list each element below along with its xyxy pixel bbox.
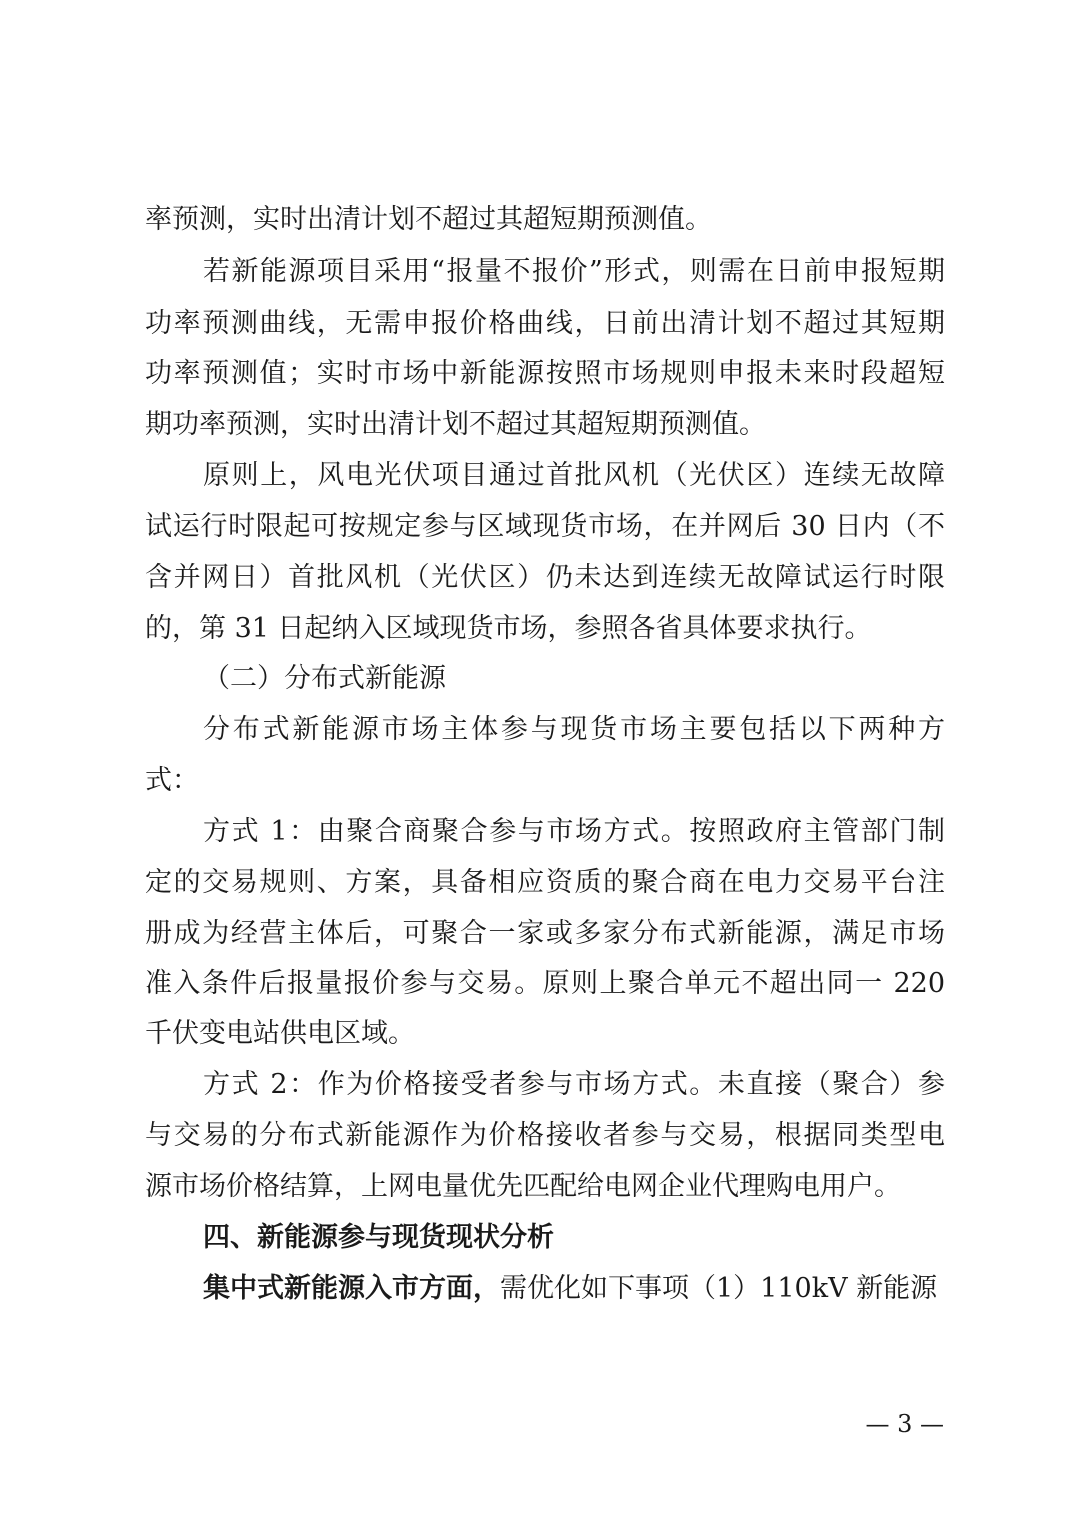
paragraph-line: 式： [145,765,199,796]
paragraph-line: 册成为经营主体后，可聚合一家或多家分布式新能源，满足市场 [145,918,945,949]
paragraph-line [203,1263,1003,1315]
paragraph-line: 定的交易规则、方案，具备相应资质的聚合商在电力交易平台注 [145,867,945,898]
paragraph-line: 源市场价格结算，上网电量优先匹配给电网企业代理购电用户。 [145,1171,901,1202]
paragraph-text: 需优化如下事项（1）110kV 新能源 [500,1273,938,1304]
section-subheading: （二）分布式新能源 [203,663,446,694]
paragraph-line: 若新能源项目采用“报量不报价”形式，则需在日前申报短期 [203,256,945,287]
paragraph-line: 试运行时限起可按规定参与区域现货市场，在并网后 30 日内（不 [145,511,945,542]
paragraph-line: 含并网日）首批风机（光伏区）仍未达到连续无故障试运行时限 [145,562,945,593]
paragraph-line: 与交易的分布式新能源作为价格接收者参与交易，根据同类型电 [145,1120,945,1151]
paragraph-line: 方式 2：作为价格接受者参与市场方式。未直接（聚合）参 [203,1069,945,1100]
paragraph-line: 率预测，实时出清计划不超过其超短期预测值。 [145,204,712,235]
paragraph-line: 方式 1：由聚合商聚合参与市场方式。按照政府主管部门制 [203,816,945,847]
paragraph-line: 千伏变电站供电区域。 [145,1018,415,1049]
paragraph-line: 功率预测曲线，无需申报价格曲线，日前出清计划不超过其短期 [145,308,945,339]
paragraph-line: 分布式新能源市场主体参与现货市场主要包括以下两种方 [203,714,945,745]
paragraph-line: 期功率预测，实时出清计划不超过其超短期预测值。 [145,409,766,440]
section-heading: 四、新能源参与现货现状分析 [203,1222,554,1253]
paragraph-line: 准入条件后报量报价参与交易。原则上聚合单元不超出同一 220 [145,968,945,999]
paragraph-line: 原则上，风电光伏项目通过首批风机（光伏区）连续无故障 [203,460,945,491]
page-number: — 3 — [865,1410,944,1438]
paragraph-line: 功率预测值；实时市场中新能源按照市场规则申报未来时段超短 [145,358,945,389]
paragraph-line: 的，第 31 日起纳入区域现货市场，参照各省具体要求执行。 [145,613,872,644]
bold-lead-in: 集中式新能源入市方面， [203,1273,500,1304]
